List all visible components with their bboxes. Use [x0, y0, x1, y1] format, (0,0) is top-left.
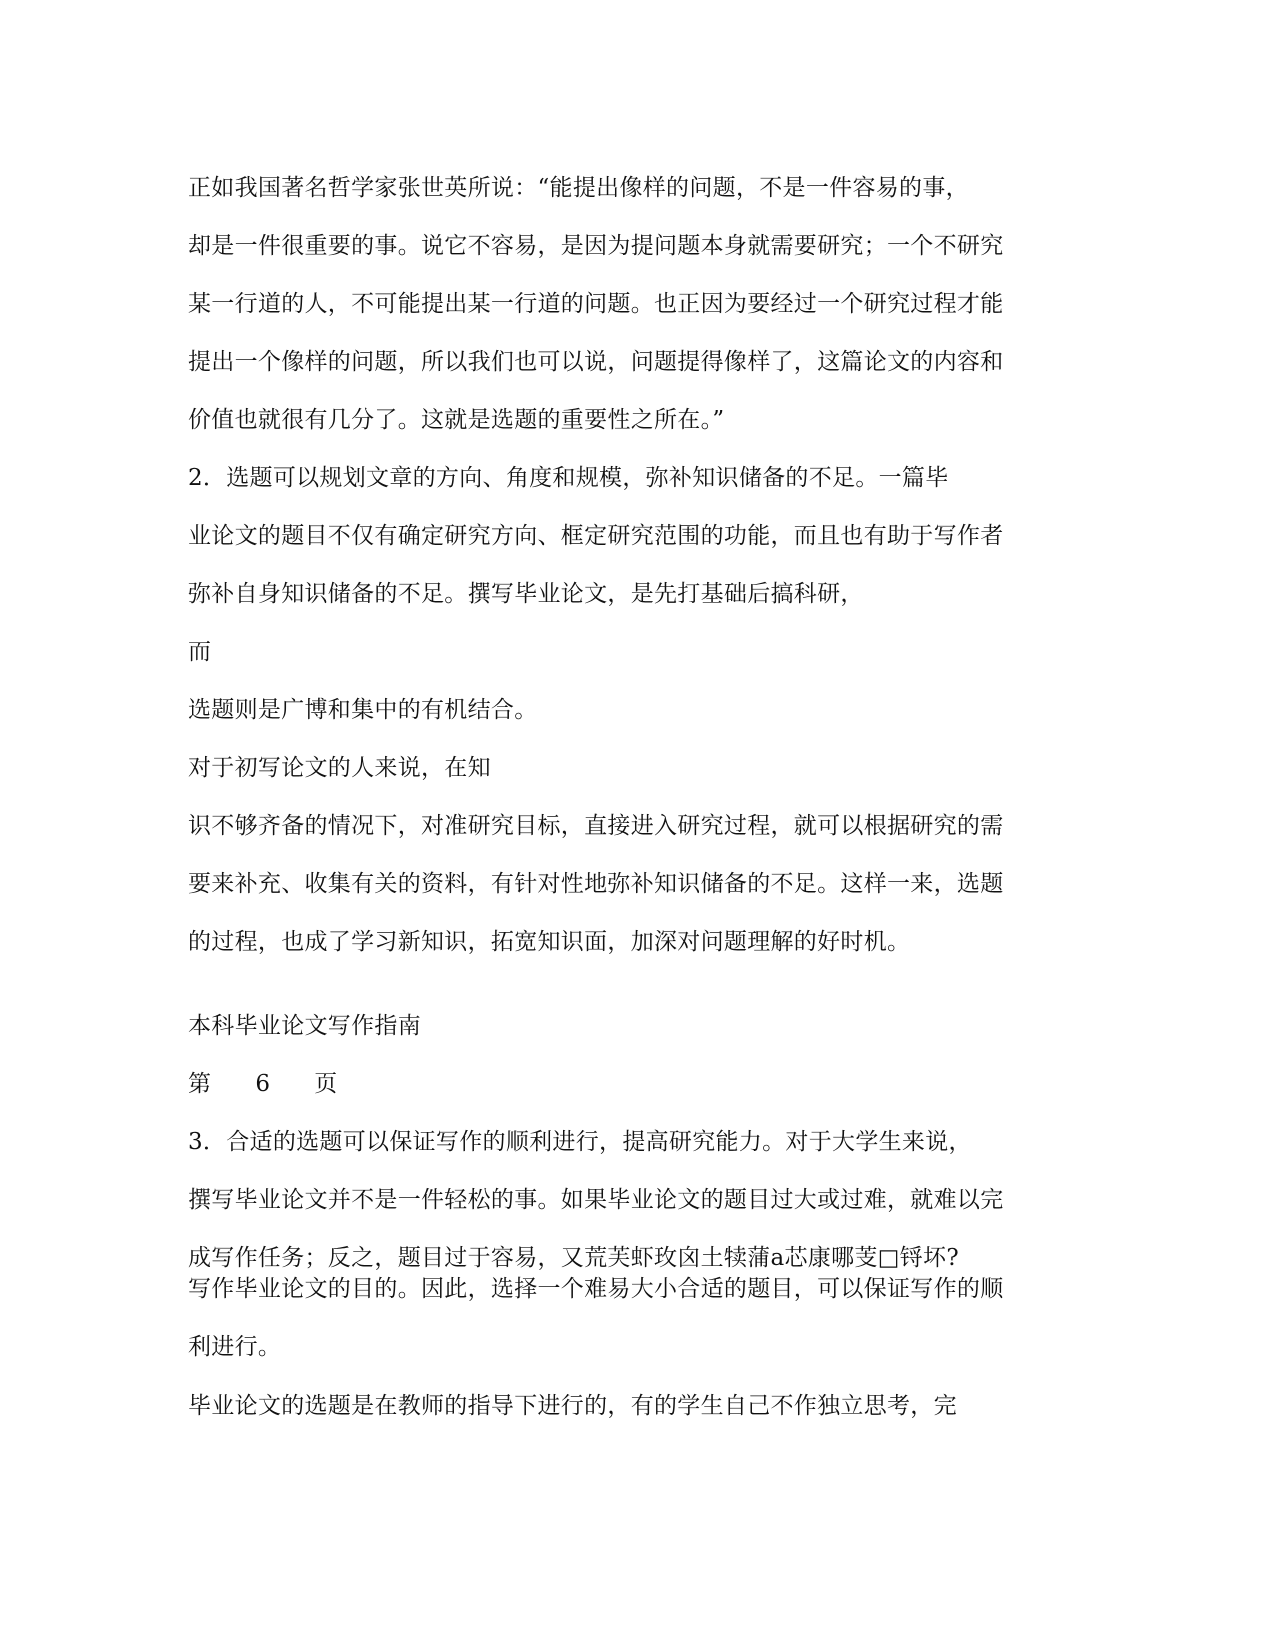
- body-line: 业论文的题目不仅有确定研究方向、框定研究范围的功能，而且也有助于写作者: [188, 523, 1004, 549]
- body-line: 却是一件很重要的事。说它不容易，是因为提问题本身就需要研究；一个不研究: [188, 233, 1004, 259]
- body-line: 写作毕业论文的目的。因此，选择一个难易大小合适的题目，可以保证写作的顺: [188, 1276, 1004, 1302]
- body-line: 2．选题可以规划文章的方向、角度和规模，弥补知识储备的不足。一篇毕: [188, 465, 949, 491]
- page-suffix: 页: [314, 1071, 338, 1097]
- body-line: 撰写毕业论文并不是一件轻松的事。如果毕业论文的题目过大或过难，就难以完: [188, 1187, 1004, 1213]
- body-line: 价值也就很有几分了。这就是选题的重要性之所在。”: [188, 407, 725, 433]
- body-line: 要来补充、收集有关的资料，有针对性地弥补知识储备的不足。这样一来，选题: [188, 871, 1004, 897]
- page-number: 6: [255, 1071, 271, 1097]
- body-line: 成写作任务；反之，题目过于容易，又荒芙虾玫囟土犊蒲a芯康哪芰□锊坏?: [188, 1245, 959, 1271]
- body-line: 选题则是广博和集中的有机结合。: [188, 697, 538, 723]
- body-line: 弥补自身知识储备的不足。撰写毕业论文，是先打基础后搞科研，: [188, 581, 864, 607]
- page-prefix: 第: [188, 1071, 212, 1097]
- running-title: 本科毕业论文写作指南: [188, 1013, 421, 1039]
- body-line: 识不够齐备的情况下，对准研究目标，直接进入研究过程，就可以根据研究的需: [188, 813, 1004, 839]
- body-line: 利进行。: [188, 1334, 282, 1360]
- body-line: 3．合适的选题可以保证写作的顺利进行，提高研究能力。对于大学生来说，: [188, 1129, 972, 1155]
- body-line: 提出一个像样的问题，所以我们也可以说，问题提得像样了，这篇论文的内容和: [188, 349, 1004, 375]
- body-line: 某一行道的人，不可能提出某一行道的问题。也正因为要经过一个研究过程才能: [188, 291, 1004, 317]
- body-line: 而: [188, 639, 212, 665]
- page-number-label: [188, 1069, 338, 1099]
- body-line: 毕业论文的选题是在教师的指导下进行的，有的学生自己不作独立思考，完: [188, 1393, 957, 1419]
- body-line: 对于初写论文的人来说，在知: [188, 755, 491, 781]
- body-line: 正如我国著名哲学家张世英所说：“能提出像样的问题，不是一件容易的事，: [188, 175, 969, 201]
- body-line: 的过程，也成了学习新知识，拓宽知识面，加深对问题理解的好时机。: [188, 929, 911, 955]
